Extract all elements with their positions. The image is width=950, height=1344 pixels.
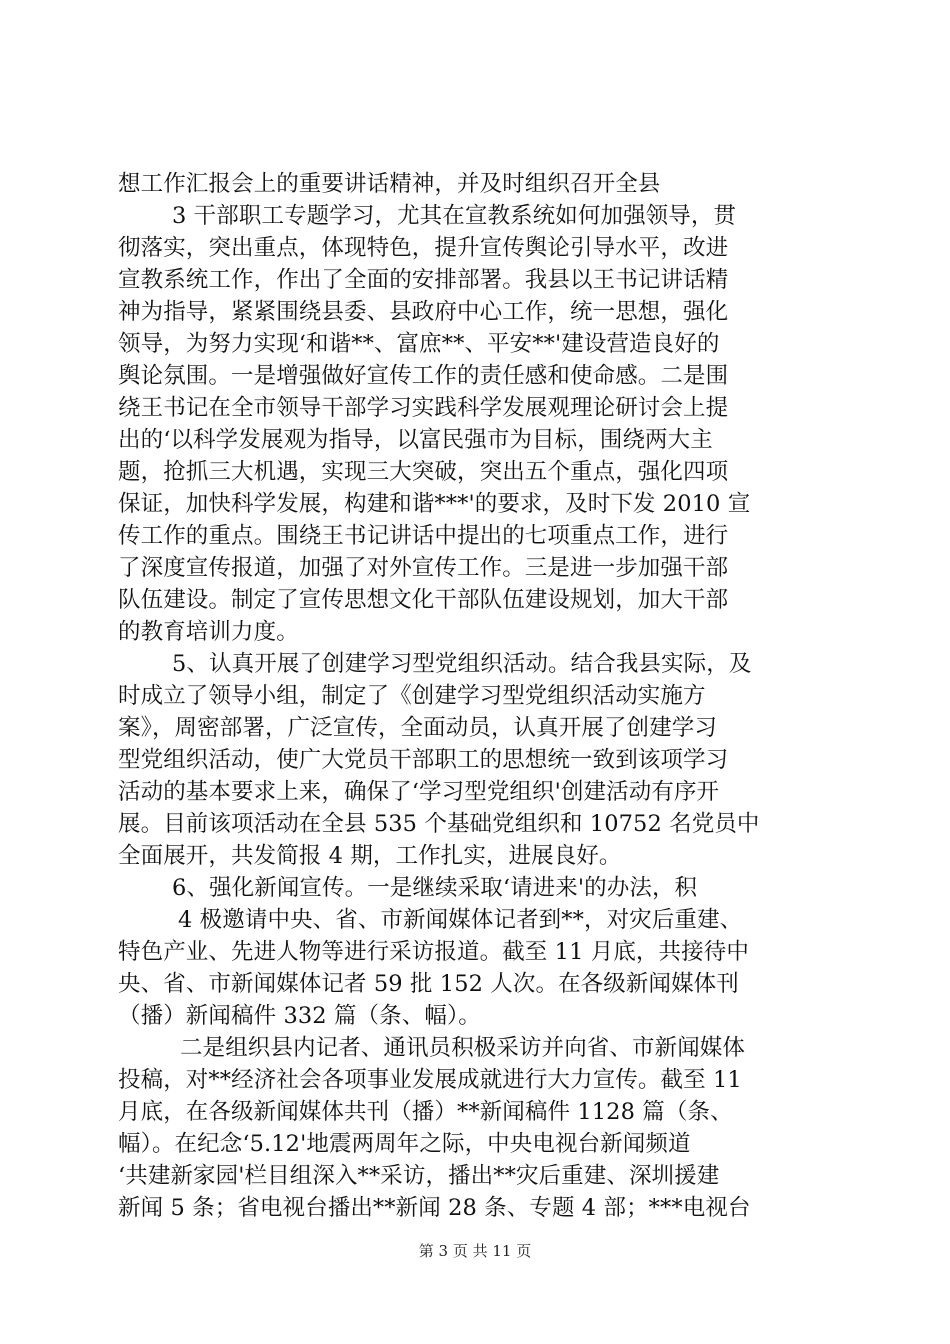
text-line: 投稿，对**经济社会各项事业发展成就进行大力宣传。截至 11 [118,1067,742,1093]
page-number-footer: 第 3 页 共 11 页 [418,1242,532,1260]
text-line: 央、省、市新闻媒体记者 59 批 152 人次。在各级新闻媒体刊 [118,971,739,997]
text-line: 绕王书记在全市领导干部学习实践科学发展观理论研讨会上提 [118,395,729,421]
text-line: 的教育培训力度。 [118,619,299,645]
text-line: 月底，在各级新闻媒体共刊（播）**新闻稿件 1128 篇（条、 [118,1099,733,1125]
text-line: 彻落实，突出重点，体现特色，提升宣传舆论引导水平，改进 [118,235,729,261]
text-line: 型党组织活动，使广大党员干部职工的思想统一致到该项学习 [118,747,729,773]
text-line: 宣教系统工作，作出了全面的安排部署。我县以王书记讲话精 [118,267,729,293]
text-line: 特色产业、先进人物等进行采访报道。截至 11 月底，共接待中 [118,939,749,965]
text-line: （播）新闻稿件 332 篇（条、幅）。 [118,1003,481,1029]
text-line: 舆论氛围。一是增强做好宣传工作的责任感和使命感。二是围 [118,363,729,389]
text-line: 4 极邀请中央、省、市新闻媒体记者到**，对灾后重建、 [178,907,743,933]
text-line: 传工作的重点。围绕王书记讲话中提出的七项重点工作，进行 [118,523,729,549]
text-line: 神为指导，紧紧围绕县委、县政府中心工作，统一思想，强化 [118,299,729,325]
text-line: 时成立了领导小组，制定了《创建学习型党组织活动实施方 [118,683,706,709]
text-line: 5、认真开展了创建学习型党组织活动。结合我县实际，及 [172,651,752,677]
text-line: 全面展开，共发简报 4 期，工作扎实，进展良好。 [118,843,622,869]
text-line: 新闻 5 条；省电视台播出**新闻 28 条、专题 4 部；***电视台 [118,1195,751,1221]
text-line: 展。目前该项活动在全县 535 个基础党组织和 10752 名党员中 [118,811,760,837]
text-line: 二是组织县内记者、通讯员积极采访并向省、市新闻媒体 [180,1035,746,1061]
text-line: 了深度宣传报道，加强了对外宣传工作。三是进一步加强干部 [118,555,729,581]
text-line: 保证，加快科学发展，构建和谐***'的要求，及时下发 2010 宣 [118,491,751,517]
text-line: ‘共建新家园'栏目组深入**采访，播出**灾后重建、深圳援建 [118,1163,720,1189]
text-line: 案》，周密部署，广泛宣传，全面动员，认真开展了创建学习 [118,715,717,741]
text-line: 幅）。在纪念‘5.12'地震两周年之际，中央电视台新闻频道 [118,1131,691,1157]
text-line: 活动的基本要求上来，确保了‘学习型党组织'创建活动有序开 [118,779,720,805]
text-line: 领导，为努力实现‘和谐**、富庶**、平安**'建设营造良好的 [118,331,720,357]
text-line: 题，抢抓三大机遇，实现三大突破，突出五个重点，强化四项 [118,459,729,485]
text-line: 6、强化新闻宣传。一是继续采取‘请进来'的办法，积 [172,875,698,901]
text-line: 出的‘以科学发展观为指导，以富民强市为目标，围绕两大主 [118,427,713,453]
text-line: 队伍建设。制定了宣传思想文化干部队伍建设规划，加大干部 [118,587,729,613]
text-line: 想工作汇报会上的重要讲话精神，并及时组织召开全县 [118,171,661,197]
text-line: 3 干部职工专题学习，尤其在宣教系统如何加强领导，贯 [172,203,737,229]
